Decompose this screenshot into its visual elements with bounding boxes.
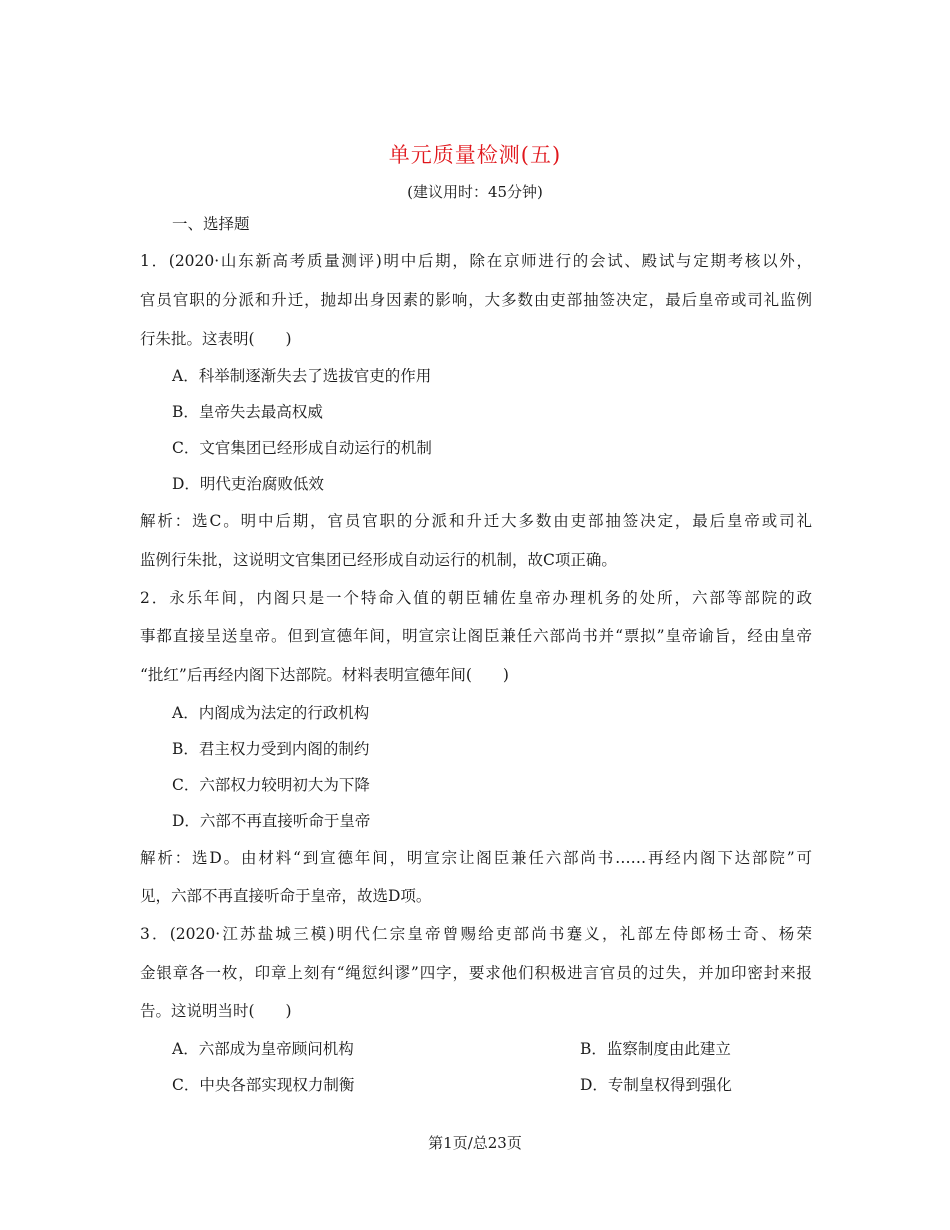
- q2-analysis-line-2: 见，六部不再直接听命于皇帝，故选D项。: [140, 887, 432, 905]
- q2-option-a: A．内阁成为法定的行政机构: [172, 704, 370, 722]
- q1-stem-line-2: 官员官职的分派和升迁，抛却出身因素的影响，大多数由吏部抽签决定，最后皇帝或司礼监例: [140, 291, 812, 309]
- q3-option-c: C．中央各部实现权力制衡: [172, 1076, 355, 1094]
- q3-stem-line-1: 3．(2020·江苏盐城三模)明代仁宗皇帝曾赐给吏部尚书蹇义，礼部左侍郎杨士奇、杨荣: [140, 925, 812, 943]
- q1-option-b: B．皇帝失去最高权威: [172, 403, 323, 421]
- q3-option-d: D．专制皇权得到强化: [580, 1076, 732, 1094]
- q2-stem-line-3: “批红”后再经内阁下达部院。材料表明宣德年间( ): [140, 666, 509, 684]
- q1-analysis-line-1: 解析：选C。明中后期，官员官职的分派和升迁大多数由吏部抽签决定，最后皇帝或司礼: [140, 512, 812, 530]
- q3-stem-line-3: 告。这说明当时( ): [140, 1002, 292, 1020]
- document-title: 单元质量检测(五): [388, 143, 562, 167]
- q3-option-b: B．监察制度由此建立: [580, 1040, 731, 1058]
- q3-option-a: A．六部成为皇帝顾问机构: [172, 1040, 354, 1058]
- time-suggestion: (建议用时：45分钟): [407, 183, 543, 201]
- q1-option-a: A．科举制逐渐失去了选拔官吏的作用: [172, 367, 432, 385]
- q3-stem-line-2: 金银章各一枚，印章上刻有“绳愆纠谬”四字，要求他们积极进言官员的过失，并加印密封来报: [140, 964, 812, 982]
- q1-option-d: D．明代吏治腐败低效: [172, 475, 324, 493]
- q2-option-c: C．六部权力较明初大为下降: [172, 776, 370, 794]
- section-heading: 一、选择题: [172, 215, 250, 233]
- q1-option-c: C．文官集团已经形成自动运行的机制: [172, 439, 432, 457]
- q2-stem-line-1: 2．永乐年间，内阁只是一个特命入值的朝臣辅佐皇帝办理机务的处所，六部等部院的政: [140, 589, 812, 607]
- q2-stem-line-2: 事都直接呈送皇帝。但到宣德年间，明宣宗让阁臣兼任六部尚书并“票拟”皇帝谕旨，经由皇帝: [140, 627, 812, 645]
- q1-analysis-line-2: 监例行朱批，这说明文官集团已经形成自动运行的机制，故C项正确。: [140, 551, 617, 569]
- q2-option-b: B．君主权力受到内阁的制约: [172, 740, 370, 758]
- q2-analysis-line-1: 解析：选D。由材料“到宣德年间，明宣宗让阁臣兼任六部尚书……再经内阁下达部院”可: [140, 849, 812, 867]
- page-footer: 第1页/总23页: [428, 1134, 522, 1152]
- q1-stem-line-1: 1．(2020·山东新高考质量测评)明中后期，除在京师进行的会试、殿试与定期考核以外，: [140, 252, 812, 270]
- q1-stem-line-3: 行朱批。这表明( ): [140, 330, 292, 348]
- q2-option-d: D．六部不再直接听命于皇帝: [172, 812, 371, 830]
